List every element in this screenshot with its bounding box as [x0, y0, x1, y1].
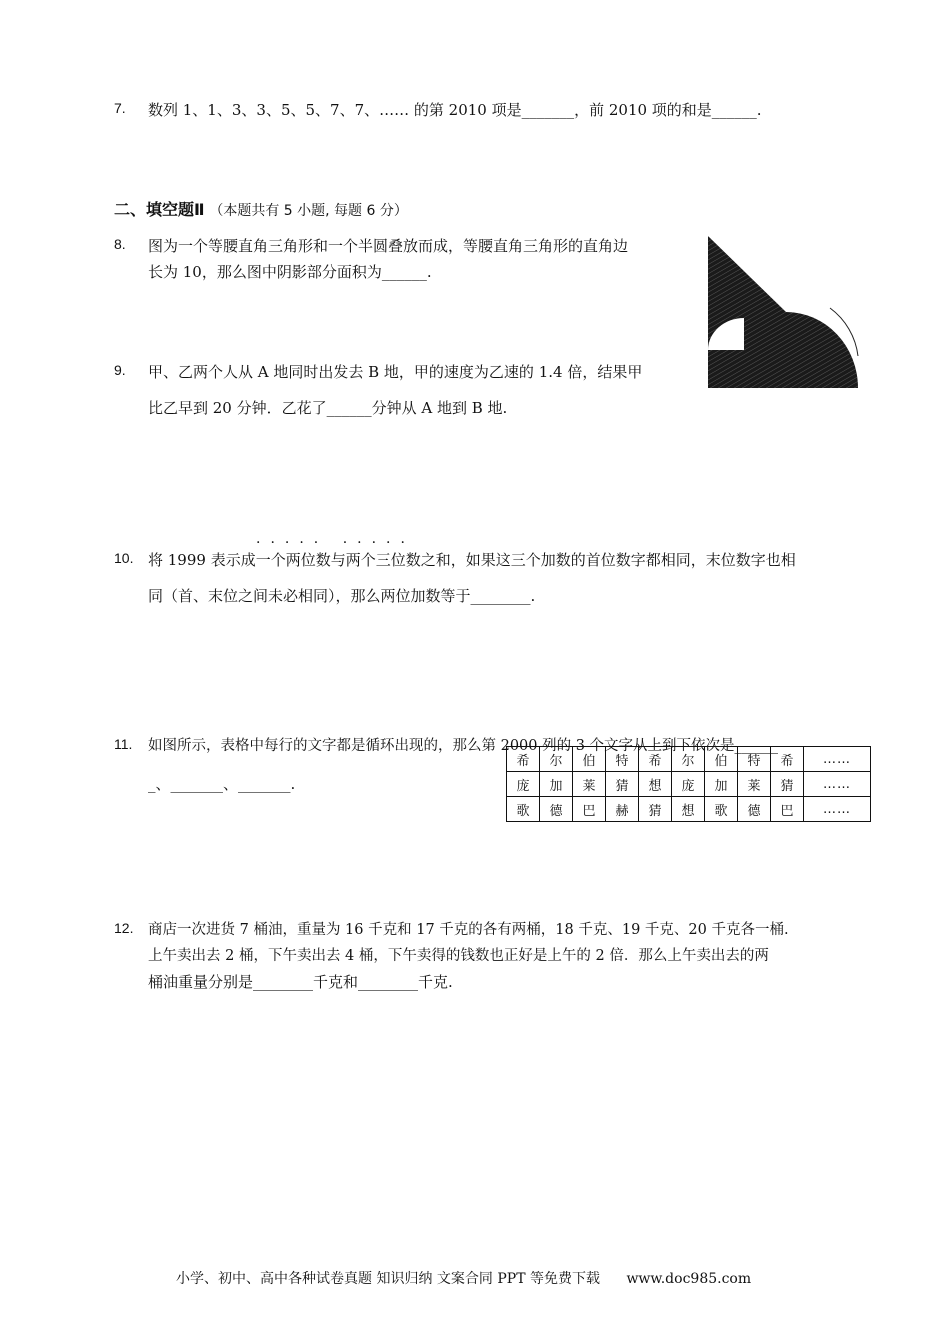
table-cell: 希	[507, 747, 540, 772]
table-cell: 巴	[573, 797, 606, 822]
table-cell: 庞	[507, 772, 540, 797]
shaded-semicircle	[786, 312, 858, 388]
table-cell: 希	[771, 747, 804, 772]
q11-number: 11.	[114, 736, 133, 752]
section-title: 二、填空题Ⅱ	[114, 200, 205, 219]
q7-number: 7.	[114, 100, 126, 116]
table-cell: 莱	[738, 772, 771, 797]
section-heading	[114, 200, 408, 221]
q8-line1: 图为一个等腰直角三角形和一个半圆叠放而成，等腰直角三角形的直角边	[148, 237, 629, 255]
q11-line1: 如图所示，表格中每行的文字都是循环出现的，那么第 2000 列的 3 个文字从上到下依次是______	[148, 738, 779, 754]
q12-number: 12.	[114, 920, 134, 936]
table-cell: 加	[705, 772, 738, 797]
table-cell: 尔	[672, 747, 705, 772]
q8-line2: 长为 10，那么图中阴影部分面积为______.	[148, 263, 432, 281]
q9-number: 9.	[114, 362, 126, 378]
footer	[176, 1268, 751, 1288]
table-cell: 特	[606, 747, 639, 772]
table-cell: ……	[804, 747, 871, 772]
table-cell: 猜	[639, 797, 672, 822]
table-cell: 莱	[573, 772, 606, 797]
q10-line1: 将 1999 表示成一个两位数与两个三位数之和，如果这三个加数的首位数字都相同，末位数字也相	[148, 551, 796, 569]
table-cell: 猜	[771, 772, 804, 797]
q12-line3: 桶油重量分别是________千克和________千克.	[148, 973, 453, 991]
q7-text: 数列 1、1、3、3、5、5、7、7、…… 的第 2010 项是_______，前 2010 项的和是______.	[148, 101, 762, 119]
q10-line2: 同（首、末位之间未必相同），那么两位加数等于________.	[148, 587, 536, 605]
table-cell: 伯	[705, 747, 738, 772]
table-cell: 歌	[705, 797, 738, 822]
q9-line2: 比乙早到 20 分钟．乙花了______分钟从 A 地到 B 地.	[148, 399, 508, 417]
q12-line1: 商店一次进货 7 桶油，重量为 16 千克和 17 千克的各有两桶，18 千克、19 千克、20 千克各一桶.	[148, 922, 789, 938]
q9-line1: 甲、乙两个人从 A 地同时出发去 B 地，甲的速度为乙速的 1.4 倍，结果甲	[148, 363, 643, 381]
table-cell: 猜	[606, 772, 639, 797]
table-cell: 德	[738, 797, 771, 822]
cycle-text-table	[506, 746, 871, 822]
table-cell: ……	[804, 797, 871, 822]
shaded-triangle	[708, 236, 786, 388]
footer-url[interactable]: www.doc985.com	[626, 1271, 752, 1287]
table-cell: 想	[639, 772, 672, 797]
table-cell: 希	[639, 747, 672, 772]
table-cell: 庞	[672, 772, 705, 797]
table-row	[507, 772, 871, 797]
table-cell: 巴	[771, 797, 804, 822]
table-cell: 加	[540, 772, 573, 797]
table-cell: 德	[540, 797, 573, 822]
q12-line2: 上午卖出去 2 桶，下午卖出去 4 桶，下午卖得的钱数也正好是上午的 2 倍．那么上午卖出去的两	[148, 948, 769, 964]
table-cell: 尔	[540, 747, 573, 772]
q8-number: 8.	[114, 236, 126, 252]
q10-emphasis-dots: ····· ·····	[256, 535, 415, 551]
footer-text: 小学、初中、高中各种试卷真题 知识归纳 文案合同 PPT 等免费下载	[176, 1271, 600, 1287]
table-cell: 伯	[573, 747, 606, 772]
table-cell: 歌	[507, 797, 540, 822]
q10-number: 10.	[114, 550, 134, 566]
section-note: （本题共有 5 小题, 每题 6 分）	[209, 203, 408, 219]
table-cell: ……	[804, 772, 871, 797]
triangle-semicircle-figure	[700, 232, 866, 392]
q11-line2: _、_______、_______.	[148, 775, 296, 793]
table-row	[507, 747, 871, 772]
table-cell: 想	[672, 797, 705, 822]
table-row	[507, 797, 871, 822]
table-cell: 赫	[606, 797, 639, 822]
table-cell: 特	[738, 747, 771, 772]
